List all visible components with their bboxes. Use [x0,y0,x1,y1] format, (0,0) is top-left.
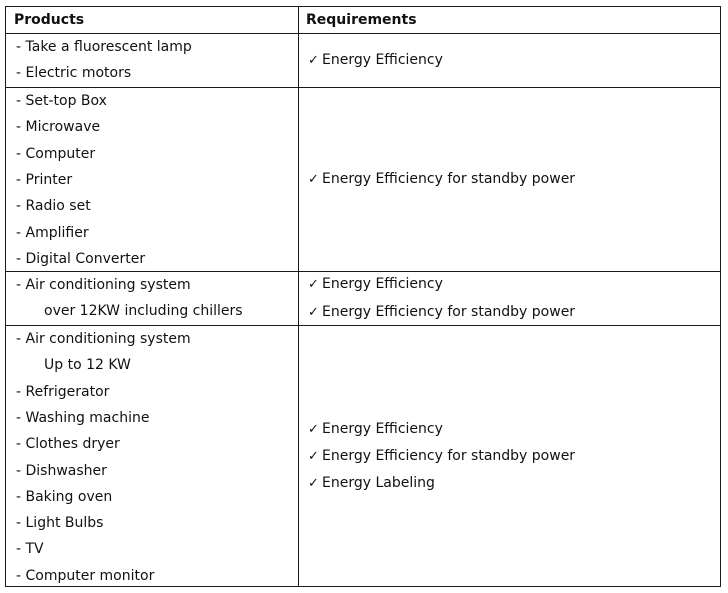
product-item: - Electric motors [16,65,132,81]
check-icon: ✓ [308,171,319,187]
requirement-label: Energy Efficiency [322,420,443,437]
product-item: - Set-top Box [16,93,107,109]
check-icon: ✓ [308,448,319,464]
product-item: - Air conditioning system [16,277,191,293]
check-icon: ✓ [308,277,319,293]
requirements-cell [308,34,443,87]
header-requirements: Requirements [306,12,417,28]
product-item: - Baking oven [16,488,113,505]
requirement-label: Energy Efficiency for standby power [322,170,576,187]
product-item: - Refrigerator [16,383,110,400]
product-item: Up to 12 KW [44,357,131,374]
check-icon: ✓ [308,304,319,320]
table-row [6,272,722,325]
requirement-item [308,299,575,326]
requirement-item [308,47,443,74]
product-item: - TV [16,541,44,558]
product-item: - Amplifier [16,224,89,241]
product-item: - Digital Converter [16,250,146,267]
product-item: - Washing machine [16,409,150,426]
product-item: - Clothes dryer [16,436,120,453]
table-row [6,88,722,271]
requirement-item [308,166,575,193]
requirement-item [308,443,575,470]
requirement-label: Energy Efficiency [322,51,443,68]
product-item: - Computer [16,145,96,162]
product-item: - Air conditioning system [16,331,191,347]
product-item: - Printer [16,171,73,188]
header-products: Products [14,12,85,28]
check-icon: ✓ [308,476,319,492]
requirements-table [5,6,721,587]
requirement-item [308,416,575,443]
check-icon: ✓ [308,421,319,437]
product-item: - Take a fluorescent lamp [16,39,192,55]
product-item: - Radio set [16,198,91,215]
requirement-label: Energy Efficiency [322,276,443,293]
product-item: - Dishwasher [16,462,107,479]
product-item: - Microwave [16,119,101,136]
requirement-label: Energy Labeling [322,475,435,492]
product-item: over 12KW including chillers [44,303,243,320]
table-row [6,34,722,87]
requirements-cell [308,326,575,587]
requirement-item [308,271,575,298]
table-row [6,326,722,587]
requirement-item [308,470,575,497]
product-item: - Computer monitor [16,567,155,584]
requirements-cell [308,88,575,271]
check-icon: ✓ [308,52,319,68]
requirements-cell [308,272,575,325]
requirement-label: Energy Efficiency for standby power [322,303,576,320]
requirement-label: Energy Efficiency for standby power [322,447,576,464]
product-item: - Light Bulbs [16,515,104,532]
